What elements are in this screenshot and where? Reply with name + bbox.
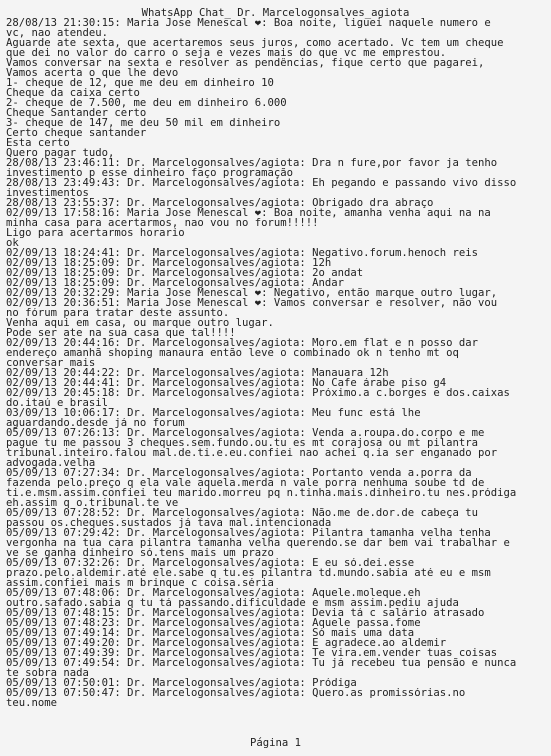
chat-line: 05/09/13 07:48:15: Dr. Marcelogonsalves/agiota: Devia tá c salário atrasado [6,608,485,618]
chat-line: ok [6,238,19,248]
chat-line: 03/09/13 10:06:17: Dr. Marcelogonsalves/agiota: Meu func está lhe [6,408,421,418]
chat-line: Pode ser ate na sua casa que tal!!!! [6,328,236,338]
chat-line: 02/09/13 18:25:09: Dr. Marcelogonsalves/agiota: Andar [6,278,345,288]
chat-line: Quero pagar tudo, [6,148,115,158]
chat-line: 02/09/13 20:44:16: Dr. Marcelogonsalves/agiota: Moro.em flat e n posso dar [6,338,478,348]
chat-line: tribunal.inteiro.falou mal.de.ti.e.eu.confiei nao achei q.ia ser enganado por [6,448,498,458]
chat-line: 28/08/13 21:30:15: Maria Jose Menescal ❤: Boa noite, liguei naquele numero e [6,18,491,28]
chat-line: 05/09/13 07:27:34: Dr. Marcelogonsalves/agiota: Portanto venda a.porra da [6,468,472,478]
chat-line: investimentos [6,188,89,198]
chat-line: 02/09/13 20:45:18: Dr. Marcelogonsalves/agiota: Próximo.a c.borges e dos.caixas [6,388,510,398]
chat-line: 02/09/13 17:58:16: Maria Jose Menescal ❤: Boa noite, amanha venha aqui na na [6,208,491,218]
chat-line: 02/09/13 18:24:41: Dr. Marcelogonsalves/agiota: Negativo.forum.henoch reis [6,248,478,258]
chat-line: 05/09/13 07:50:47: Dr. Marcelogonsalves/agiota: Quero.as promissórias.no [6,688,466,698]
chat-line: 1- cheque de 12, que me deu em dinheiro 10 [6,78,274,88]
chat-line: minha casa para acertarmos, nao vou no forum!!!!! [6,218,319,228]
chat-line: 02/09/13 20:36:51: Maria Jose Menescal ❤: Vamos conversar e resolver, não vou [6,298,498,308]
chat-line: Venha aqui em casa, ou marque outro lugar. [6,318,274,328]
chat-line: no fórum para tratar deste assunto. [6,308,230,318]
chat-line: Vamos acerta o que lhe devo [6,68,179,78]
chat-line: 02/09/13 18:25:09: Dr. Marcelogonsalves/agiota: 12h [6,258,332,268]
chat-line: investimento p esse dinheiro faço programação [6,168,294,178]
chat-line: 05/09/13 07:49:54: Dr. Marcelogonsalves/agiota: Tu já recebeu tua pensão e nunca [6,658,517,668]
chat-line: eh.assim q o.tribunal.te ve [6,498,179,508]
chat-line: outro.safado.sabia q tu tá passando.dificuldade e msm assim.pediu ajuda [6,598,459,608]
chat-line: passou os.cheques.sustados já tava mal.intencionada [6,518,332,528]
chat-line: Esta certo [6,138,70,148]
chat-line: 02/09/13 20:32:29: Maria Jose Menescal ❤: Negativo, então marque outro lugar, [6,288,498,298]
chat-line: teu.nome [6,698,58,708]
chat-line: assim.confiei mais m brinque c coisa.séria [6,578,274,588]
chat-line: 2- cheque de 7.500, me deu em dinheiro 6.000 [6,98,287,108]
chat-line: 3- cheque de 147, me deu 50 mil em dinheiro [6,118,281,128]
chat-line: 05/09/13 07:48:06: Dr. Marcelogonsalves/agiota: Aquele.moleque.eh [6,588,421,598]
document-title: WhatsApp Chat_ Dr. Marcelogonsalves_agiota [141,7,410,19]
chat-line: 28/08/13 23:55:37: Dr. Marcelogonsalves/agiota: Obrigado dra abraço [6,198,434,208]
chat-line: 05/09/13 07:29:42: Dr. Marcelogonsalves/agiota: Pilantra tamanha velha tenha [6,528,491,538]
chat-line: 28/08/13 23:46:11: Dr. Marcelogonsalves/agiota: Dra n fure,por favor ja tenho [6,158,498,168]
chat-line: Cheque da caixa certo [6,88,140,98]
chat-line: Aguarde ate sexta, que acertaremos seus juros, como acertado. Vc tem um cheque [6,38,504,48]
chat-line: 02/09/13 20:44:41: Dr. Marcelogonsalves/agiota: No Cafe árabe piso g4 [6,378,447,388]
chat-line: ti.e.msm.assim.confiei teu marido.morreu pq n.tinha.mais.dinheiro.tu nes.pródiga [6,488,517,498]
chat-transcript [6,18,545,708]
chat-line: aguardando.desde já no forum [6,418,185,428]
chat-line: Cheque Santander certo [6,108,147,118]
chat-line: fazenda pelo.preço q ela vale aquela.merda n vale porra nenhuma soube td de [6,478,485,488]
chat-line: ve se ganha dinheiro só.tens mais um prazo [6,548,274,558]
chat-line: pague tu me passou 3 cheques.sem.fundo.ou.tu es mt corajosa ou mt pilantra [6,438,478,448]
chat-line: 05/09/13 07:50:01: Dr. Marcelogonsalves/agiota: Pródiga [6,678,357,688]
page-number: Página 1 [249,737,302,749]
chat-line: 28/08/13 23:49:43: Dr. Marcelogonsalves/agiota: Eh pegando e passando vivo disso [6,178,517,188]
chat-line: vergonha na tua cara pilantra tamanha velha querendo.se dar bem vai trabalhar e [6,538,510,548]
chat-line: te sobra nada [6,668,89,678]
chat-line: 05/09/13 07:49:39: Dr. Marcelogonsalves/agiota: Te vira.em.vender tuas coisas [6,648,498,658]
chat-line: 05/09/13 07:49:14: Dr. Marcelogonsalves/agiota: Só mais uma data [6,628,415,638]
chat-line: conversar mais [6,358,96,368]
chat-line: endereço amanhã shoping manaura então leve o combinado ok n tenho mt oq [6,348,459,358]
chat-line: vc, nao atendeu. [6,28,109,38]
chat-line: Vamos conversar na sexta e resolver as pendências, fique certo que pagarei, [6,58,485,68]
chat-line: prazo.pelo.aldemir.até ele.sabe q tu.es pilantra td.mundo.sabia até eu e msm [6,568,491,578]
chat-line: 02/09/13 18:25:09: Dr. Marcelogonsalves/agiota: 2o andat [6,268,364,278]
chat-line: Certo cheque santander [6,128,147,138]
chat-line: Ligo para acertarmos horario [6,228,185,238]
chat-line: que dei no valor do carro o seja e vezes mais do que vc me emprestou. [6,48,447,58]
chat-line: 02/09/13 20:44:22: Dr. Marcelogonsalves/agiota: Manauara 12h [6,368,389,378]
chat-line: 05/09/13 07:28:52: Dr. Marcelogonsalves/agiota: Não.me de.dor.de cabeça tu [6,508,478,518]
chat-line: 05/09/13 07:49:20: Dr. Marcelogonsalves/agiota: E agradece.ao aldemir [6,638,447,648]
chat-line: do.itaú e brasil [6,398,109,408]
chat-line: 05/09/13 07:48:23: Dr. Marcelogonsalves/agiota: Aquele passa.fome [6,618,421,628]
chat-line: advogada.velha [6,458,96,468]
chat-line: 05/09/13 07:32:26: Dr. Marcelogonsalves/agiota: E eu só.dei.esse [6,558,415,568]
chat-line: 05/09/13 07:26:13: Dr. Marcelogonsalves/agiota: Venda a.roupa.do.corpo e me [6,428,485,438]
